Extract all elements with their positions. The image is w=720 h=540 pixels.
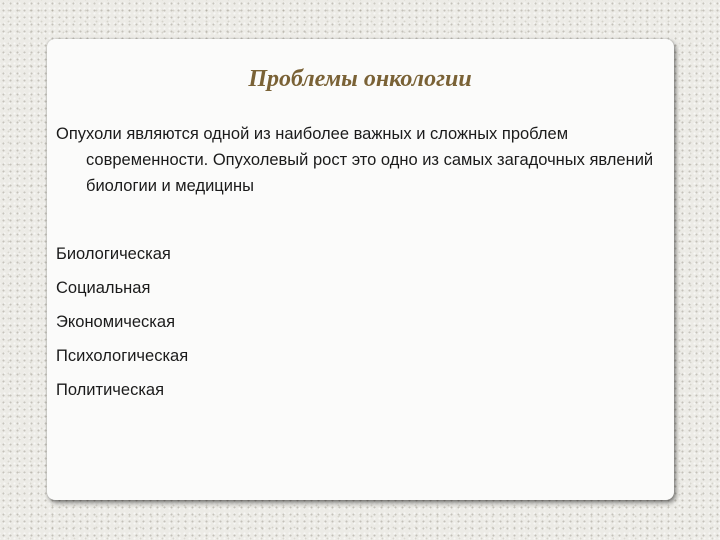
problem-item-biological: Биологическая [56,245,171,263]
slide-title: Проблемы онкологии [248,66,472,92]
problem-list [56,237,188,407]
intro-paragraph: Опухоли являются одной из наиболее важных и сложных проблем современности. Опухолевый рост это одно из самых загадочных явлений биологии и медицины [56,125,654,195]
problem-item-economic: Экономическая [56,313,176,331]
problem-item-political: Политическая [56,381,165,399]
problem-item-psychological: Психологическая [56,347,189,365]
problem-item-social: Социальная [56,279,151,297]
